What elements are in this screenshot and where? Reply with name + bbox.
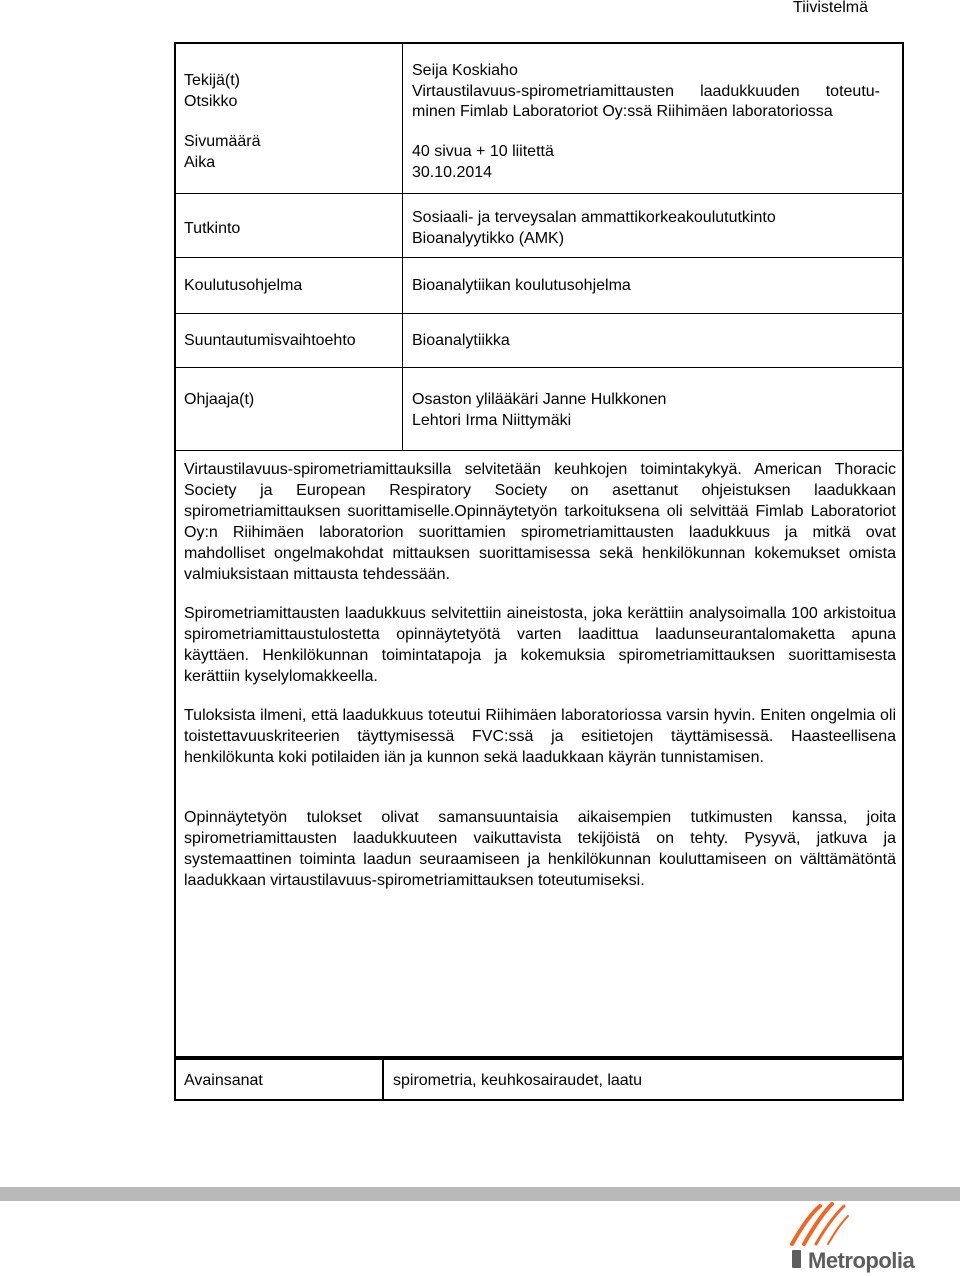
meta-value-title-line1: Virtaustilavuus-spirometriamittausten laadukkuuden toteutu- (412, 83, 880, 100)
meta-row-divider (174, 450, 904, 451)
meta-label-specialisation: Suuntautumisvaihtoehto (184, 332, 356, 349)
meta-value-date: 30.10.2014 (412, 164, 493, 181)
meta-row-divider (174, 313, 904, 314)
meta-value-specialisation: Bioanalytiikka (412, 332, 510, 349)
meta-value-supervisor-1: Osaston ylilääkäri Janne Hulkkonen (412, 391, 667, 408)
meta-value-programme: Bioanalytiikan koulutusohjelma (412, 277, 631, 294)
meta-row-divider (174, 193, 904, 194)
keywords-value: spirometria, keuhkosairaudet, laatu (393, 1072, 643, 1089)
abstract-paragraph: Spirometriamittausten laadukkuus selvitettiin aineistosta, joka kerättiin analysoimalla 100 arkistoitua spirometriamittaustulostetta opinnäytetyötä varten laadittua laadunseurantalomaketta apuna käyttäen. Henkilökunnan toimintatapoja ja kokemuksia spirometriamittauksen suorittamisesta kerättiin kyselylomakkeella. (184, 605, 896, 685)
meta-value-degree-line2: Bioanalyytikko (AMK) (412, 230, 565, 247)
meta-label-degree: Tutkinto (184, 220, 241, 237)
abstract-paragraph: Tuloksista ilmeni, että laadukkuus toteutui Riihimäen laboratoriossa varsin hyvin. Eniten ongelmia oli toistettavuuskriteerien täyttymisessä FVC:ssä ja esitietojen täyttämisessä. Haasteellisena henkilökunta koki potilaiden iän ja kunnon sekä laadukkaan käyrän tunnistamisen. (184, 707, 896, 766)
keywords-divider (382, 1058, 384, 1101)
meta-label-author: Tekijä(t) (184, 72, 241, 89)
meta-label-date: Aika (184, 154, 216, 171)
meta-column-divider (402, 42, 403, 450)
meta-value-pages: 40 sivua + 10 liitettä (412, 143, 554, 160)
meta-value-author: Seija Koskiaho (412, 62, 518, 79)
metropolia-wordmark: Metropolia (808, 1248, 915, 1273)
meta-label-programme: Koulutusohjelma (184, 277, 303, 294)
meta-value-supervisor-2: Lehtori Irma Niittymäki (412, 412, 572, 429)
abstract-paragraph: Virtaustilavuus-spirometriamittauksilla selvitetään keuhkojen toimintakykyä. American Thoracic Society ja European Respiratory Society on asettanut ohjeistuksen laadukkaan spirometriamittauksen suorittamiselle.Opinnäytetyön tarkoituksena oli selvittää Fimlab Laboratoriot Oy:n Riihimäen laboratorion suorittamien spirometriamittausten laadukkuus ja mitkä ovat mahdolliset ongelmakohdat mittauksen suorittamisessa sekä henkilökunnan kokemukset omista valmiuksistaan mittausta tehdessään. (184, 461, 896, 583)
meta-label-title: Otsikko (184, 93, 238, 110)
meta-value-title-line2: minen Fimlab Laboratoriot Oy:ssä Riihimäen laboratoriossa (412, 103, 833, 120)
abstract-paragraph: Opinnäytetyön tulokset olivat samansuuntaisia aikaisempien tutkimusten kanssa, joita spirometriamittausten laadukkuuteen vaikuttavista tekijöistä on tehty. Pysyvä, jatkuva ja systemaattinen toiminta laadun seuraamiseen ja henkilökunnan kouluttamiseen on välttämätöntä laadukkaan virtaustilavuus-spirometriamittauksen toteutumiseksi. (184, 809, 896, 889)
keywords-label: Avainsanat (184, 1072, 263, 1089)
meta-value-degree-line1: Sosiaali- ja terveysalan ammattikorkeakoulututkinto (412, 209, 776, 226)
meta-row-divider (174, 367, 904, 368)
meta-row-divider (174, 257, 904, 258)
meta-label-supervisors: Ohjaaja(t) (184, 391, 255, 408)
footer-rule (0, 1187, 960, 1201)
meta-label-pages: Sivumäärä (184, 133, 261, 150)
page-label: Tiivistelmä (793, 0, 868, 16)
